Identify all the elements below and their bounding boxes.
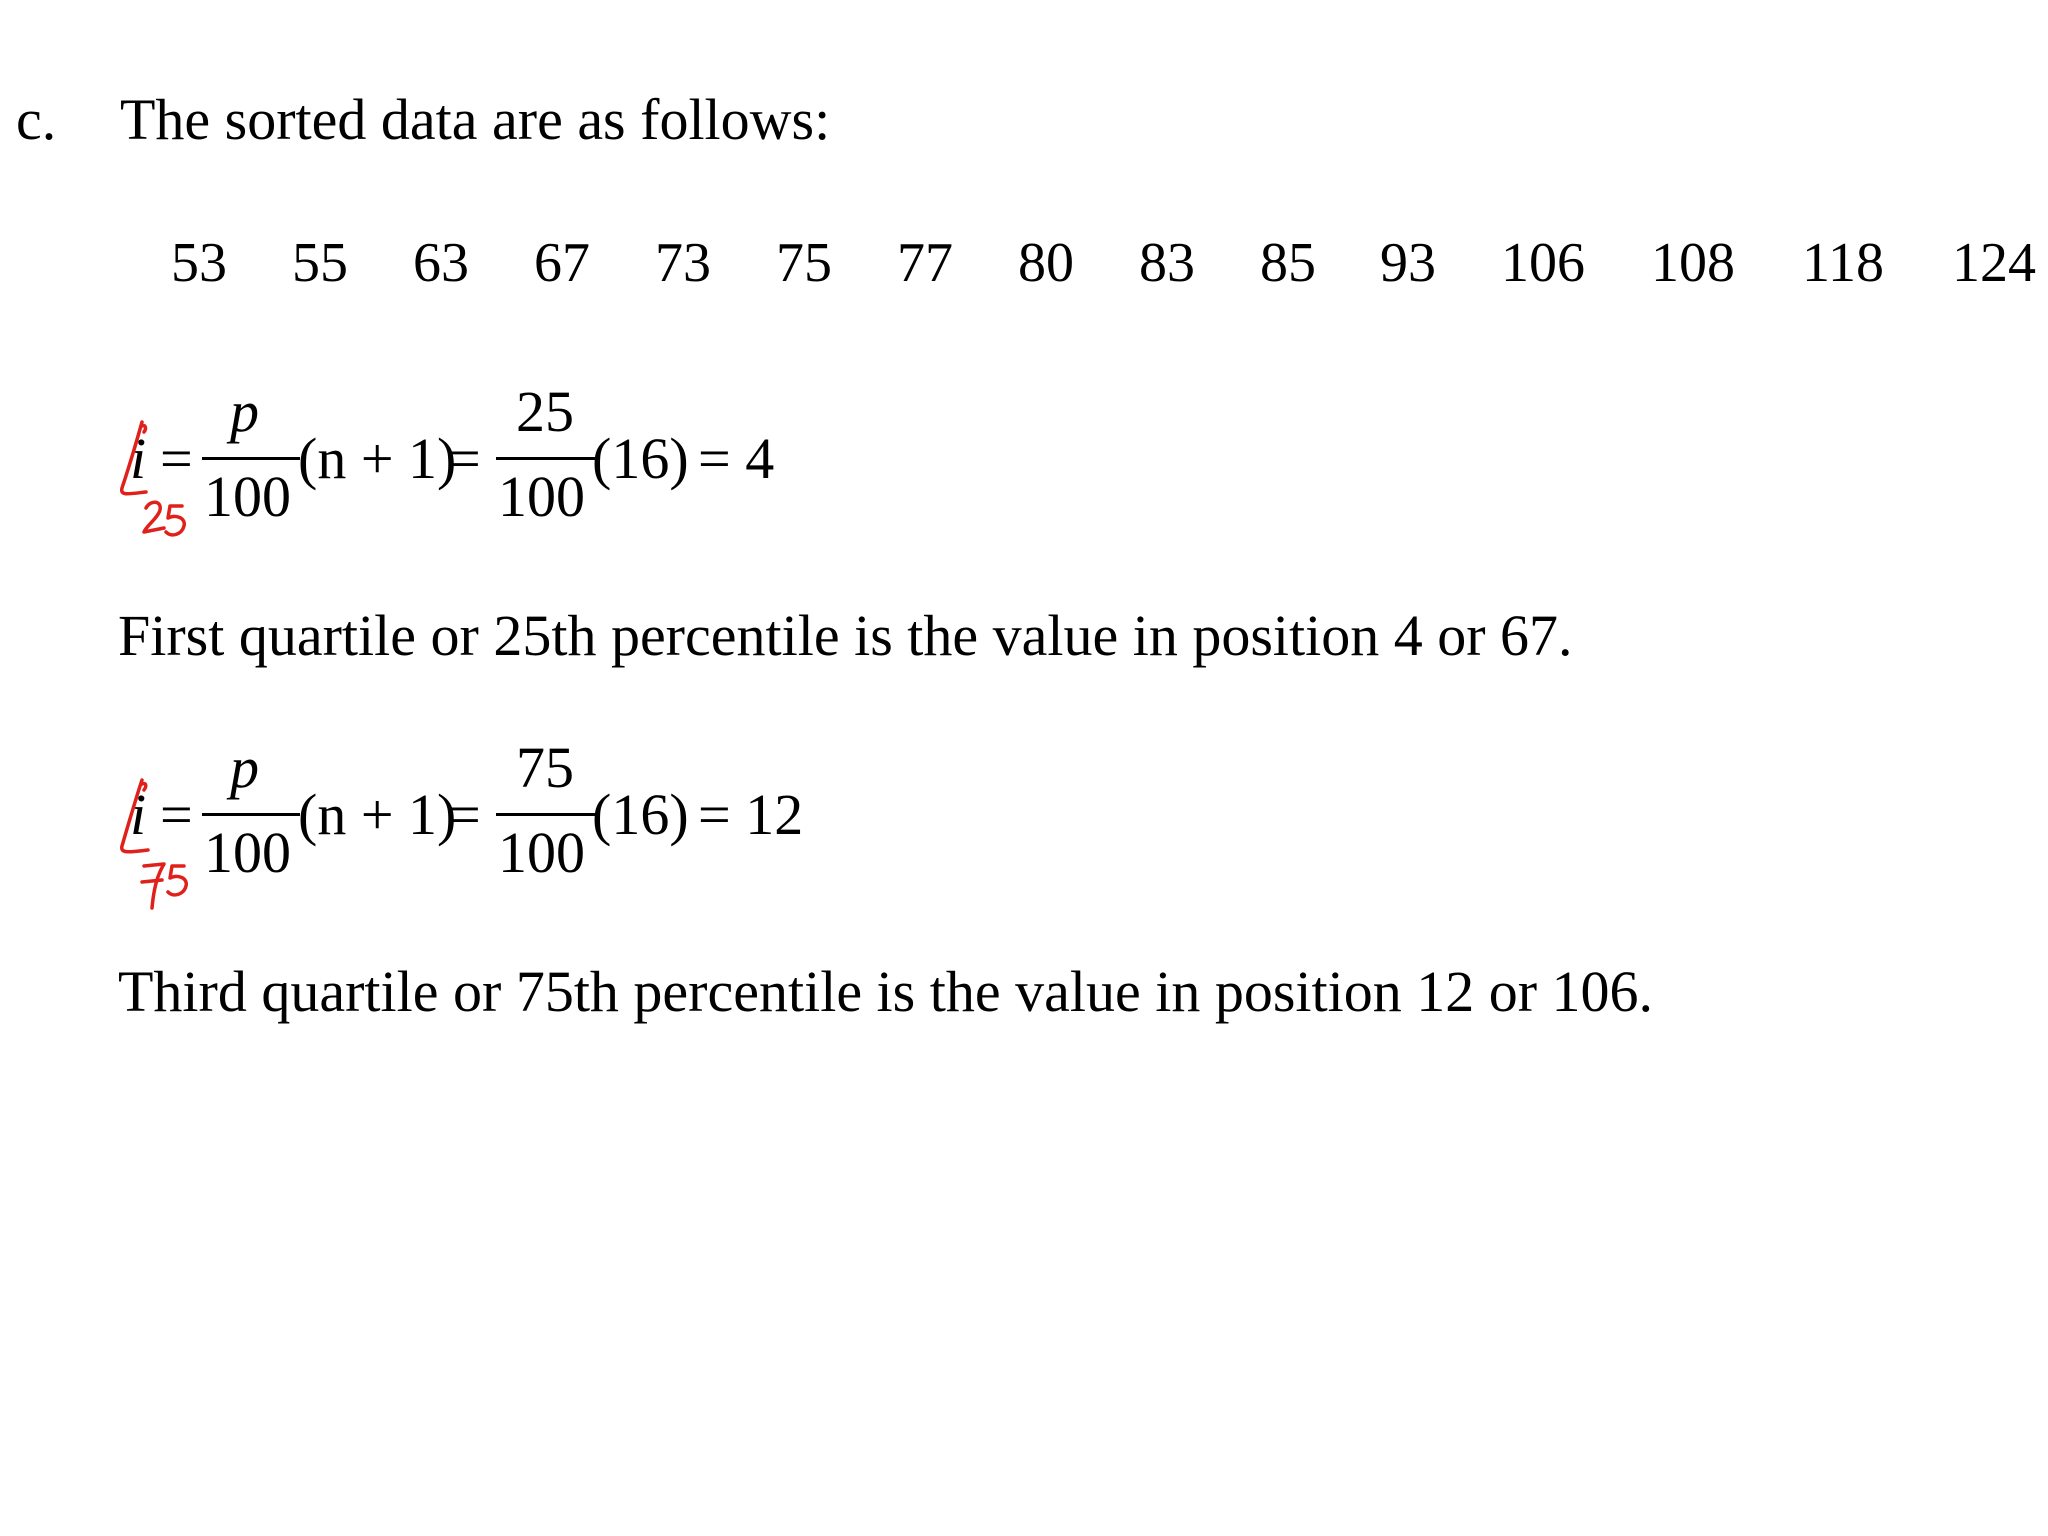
eq-lhs-i: i	[130, 426, 147, 491]
data-value: 63	[413, 232, 469, 294]
equation-third-quartile	[120, 736, 940, 886]
eq-p-numerator: p	[230, 735, 259, 800]
item-letter: c.	[16, 87, 57, 152]
eq-denominator: 100	[204, 820, 291, 885]
first-quartile-statement: First quartile or 25th percentile is the value in position 4 or 67.	[118, 603, 1573, 668]
data-value: 75	[776, 232, 832, 294]
eq-denominator: 100	[498, 464, 585, 529]
eq-numerator-25: 25	[516, 379, 574, 444]
eq-result: = 12	[698, 782, 804, 847]
eq-result: = 4	[698, 426, 775, 491]
eq-paren-n-plus-1: (n + 1)	[298, 782, 457, 847]
sorted-data-row	[0, 230, 2048, 300]
eq-factor: (16)	[592, 782, 689, 847]
data-value: 93	[1380, 232, 1436, 294]
data-value: 106	[1501, 232, 1585, 294]
intro-text: The sorted data are as follows:	[120, 87, 831, 152]
eq-equals: =	[448, 426, 481, 491]
data-value: 80	[1018, 232, 1074, 294]
data-value: 53	[171, 232, 227, 294]
data-value: 55	[292, 232, 348, 294]
fraction-bar	[496, 457, 596, 460]
data-value: 77	[897, 232, 953, 294]
eq-denominator: 100	[498, 820, 585, 885]
fraction-bar	[496, 813, 596, 816]
data-value: 73	[655, 232, 711, 294]
data-value: 83	[1139, 232, 1195, 294]
eq-equals: =	[160, 782, 193, 847]
eq-denominator: 100	[204, 464, 291, 529]
eq-lhs-i: i	[130, 782, 147, 847]
equation-first-quartile	[120, 380, 940, 530]
data-value: 108	[1651, 232, 1735, 294]
fraction-bar	[202, 813, 300, 816]
data-value: 67	[534, 232, 590, 294]
fraction-bar	[202, 457, 300, 460]
third-quartile-statement: Third quartile or 75th percentile is the value in position 12 or 106.	[118, 959, 1654, 1024]
data-value: 85	[1260, 232, 1316, 294]
eq-equals: =	[160, 426, 193, 491]
data-value: 118	[1802, 232, 1884, 294]
eq-factor: (16)	[592, 426, 689, 491]
eq-numerator-75: 75	[516, 735, 574, 800]
eq-p-numerator: p	[230, 379, 259, 444]
eq-paren-n-plus-1: (n + 1)	[298, 426, 457, 491]
data-value: 124	[1952, 232, 2036, 294]
eq-equals: =	[448, 782, 481, 847]
